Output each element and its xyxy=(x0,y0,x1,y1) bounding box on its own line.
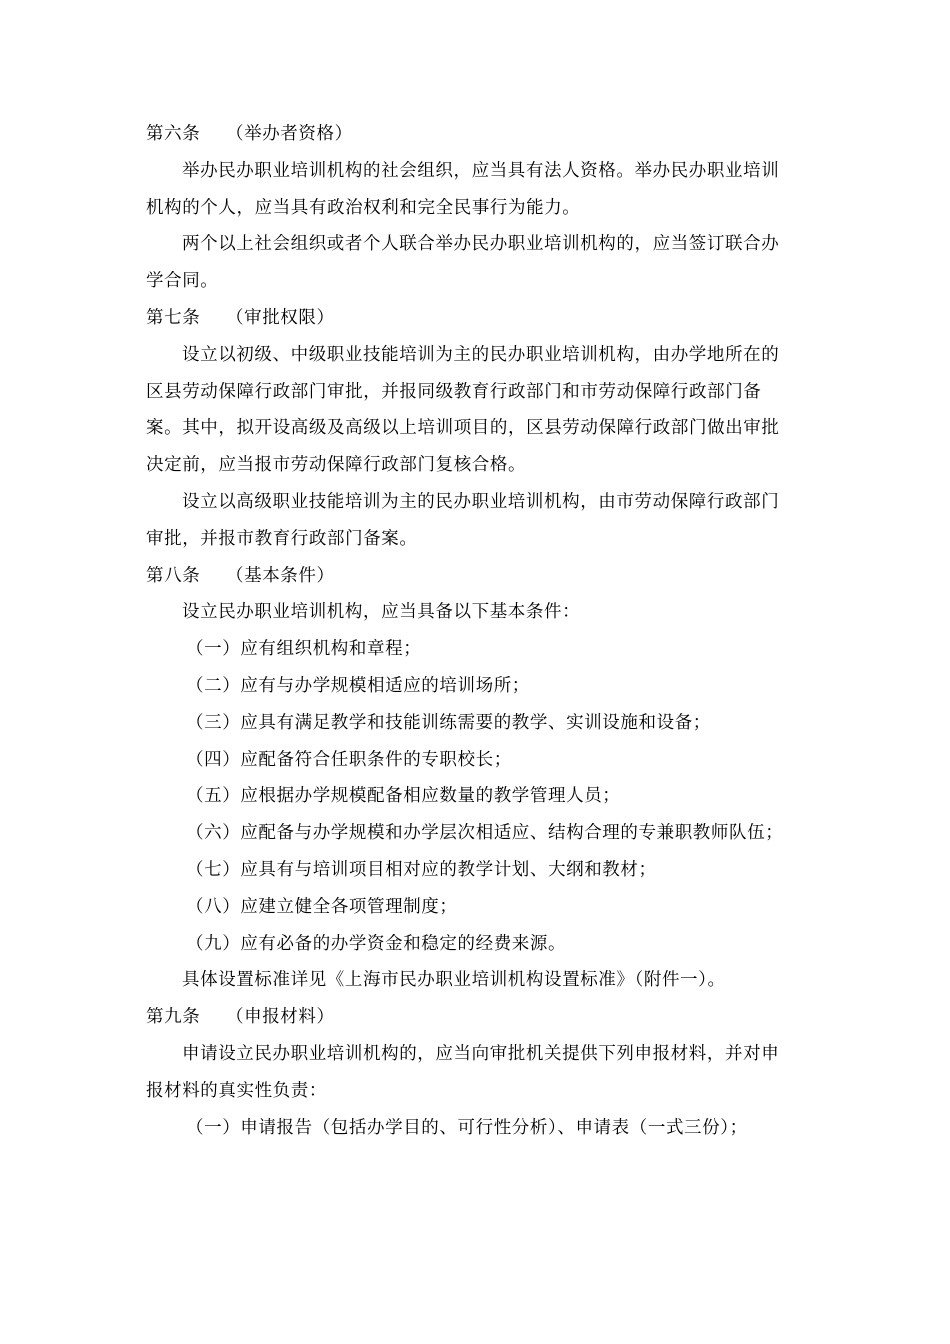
list-item: （三）应具有满足教学和技能训练需要的教学、实训设施和设备； xyxy=(186,712,711,733)
article-heading xyxy=(146,300,808,337)
article-heading xyxy=(146,558,808,595)
paragraph-line: 区县劳动保障行政部门审批，并报同级教育行政部门和市劳动保障行政部门备 xyxy=(146,381,762,402)
paragraph-line: 学合同。 xyxy=(146,271,219,292)
list-item: （七）应具有与培训项目相对应的教学计划、大纲和教材； xyxy=(186,859,657,880)
article-title: （举办者资格） xyxy=(226,124,353,144)
list-item: （八）应建立健全各项管理制度； xyxy=(186,896,458,917)
paragraph-line: 报材料的真实性负责： xyxy=(146,1080,327,1101)
list-item: （一）应有组织机构和章程； xyxy=(186,639,422,660)
list-item: （二）应有与办学规模相适应的培训场所； xyxy=(186,675,530,696)
paragraph-line: 具体设置标准详见《上海市民办职业培训机构设置标准》（附件一）。 xyxy=(182,970,726,991)
article-title: （审批权限） xyxy=(226,307,335,328)
list-item: （一）申请报告（包括办学目的、可行性分析）、申请表（一式三份）； xyxy=(186,1117,748,1138)
paragraph-line: 举办民办职业培训机构的社会组织，应当具有法人资格。举办民办职业培训 xyxy=(182,160,780,181)
paragraph-line: 申请设立民办职业培训机构的，应当向审批机关提供下列申报材料，并对申 xyxy=(182,1043,780,1064)
article-heading xyxy=(146,999,808,1036)
paragraph-line: 设立以高级职业技能培训为主的民办职业培训机构，由市劳动保障行政部门 xyxy=(182,491,780,512)
paragraph-line: 审批，并报市教育行政部门备案。 xyxy=(146,528,418,549)
paragraph-line: 案。其中，拟开设高级及高级以上培训项目的，区县劳动保障行政部门做出审批 xyxy=(146,418,780,439)
paragraph-line: 两个以上社会组织或者个人联合举办民办职业培训机构的，应当签订联合办 xyxy=(182,234,780,255)
list-item: （五）应根据办学规模配备相应数量的教学管理人员； xyxy=(186,786,621,807)
list-item: （六）应配备与办学规模和办学层次相适应、结构合理的专兼职教师队伍； xyxy=(186,823,784,844)
article-heading xyxy=(146,116,808,153)
list-item: （四）应配备符合任职条件的专职校长； xyxy=(186,749,512,770)
list-item: （九）应有必备的办学资金和稳定的经费来源。 xyxy=(186,933,567,954)
paragraph-line: 设立以初级、中级职业技能培训为主的民办职业培训机构，由办学地所在的 xyxy=(182,344,780,365)
paragraph-line: 决定前，应当报市劳动保障行政部门复核合格。 xyxy=(146,455,527,476)
article-number: 第七条 xyxy=(146,307,201,328)
article-title: （基本条件） xyxy=(226,565,335,586)
article-title: （申报材料） xyxy=(226,1007,335,1028)
paragraph-line: 设立民办职业培训机构，应当具备以下基本条件： xyxy=(182,602,581,623)
article-number: 第八条 xyxy=(146,565,201,586)
article-number: 第六条 xyxy=(146,124,201,144)
article-number: 第九条 xyxy=(146,1007,201,1028)
paragraph-line: 机构的个人，应当具有政治权利和完全民事行为能力。 xyxy=(146,197,581,218)
document-body xyxy=(146,116,808,1146)
